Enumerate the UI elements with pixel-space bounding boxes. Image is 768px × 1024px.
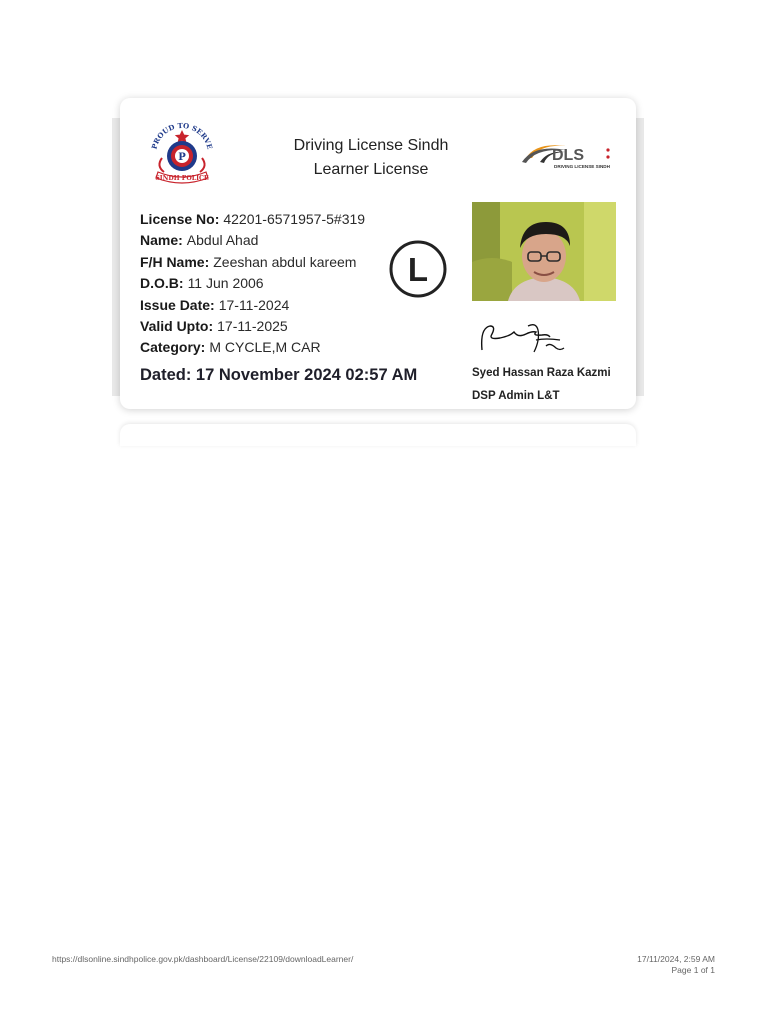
license-no-label: License No: (140, 211, 220, 227)
footer-timestamp: 17/11/2024, 2:59 AM (637, 954, 715, 964)
emblem-banner-text: SINDH POLICE (155, 175, 209, 182)
applicant-photo (472, 202, 616, 301)
name-row (140, 230, 365, 251)
footer-url: https://dlsonline.sindhpolice.gov.pk/dashboard/License/22109/downloadLearner/ (52, 954, 354, 964)
category-row (140, 337, 365, 358)
category-label: Category: (140, 339, 206, 356)
fh-name-row (140, 252, 365, 273)
emblem-top-text: PROUD TO SERVE (149, 120, 215, 151)
dob-label: D.O.B: (140, 275, 184, 292)
dated-text: Dated: 17 November 2024 02:57 AM (140, 366, 418, 384)
card-title (270, 134, 472, 182)
learner-badge-letter: L (407, 251, 429, 288)
signer-name: Syed Hassan Raza Kazmi (472, 367, 611, 379)
card-title-line1: Driving License Sindh (293, 137, 449, 154)
second-card-edge (120, 424, 636, 446)
footer-meta (600, 954, 715, 976)
issue-date-value: 17-11-2024 (218, 296, 290, 313)
dob-value: 11 Jun 2006 (187, 275, 264, 292)
category-value: M CYCLE,M CAR (209, 339, 321, 356)
valid-upto-row (140, 316, 365, 337)
license-no-value: 42201-6571957-5#319 (223, 211, 366, 227)
learner-license-card (120, 98, 636, 409)
valid-upto-value: 17-11-2025 (217, 318, 288, 335)
license-no-row (140, 209, 365, 230)
dls-logo-subtitle: DRIVING LICENSE SINDH (554, 164, 610, 169)
issue-date-row (140, 295, 365, 316)
name-label: Name: (140, 232, 183, 249)
dls-logo-icon (520, 140, 616, 172)
learner-l-badge-icon (389, 240, 447, 298)
fh-name-value: Zeeshan abdul kareem (213, 253, 357, 270)
name-value: Abdul Ahad (186, 232, 259, 249)
issue-date-label: Issue Date: (140, 296, 215, 313)
valid-upto-label: Valid Upto: (140, 318, 214, 335)
footer-page-number: Page 1 of 1 (671, 965, 715, 975)
signer-block (472, 362, 611, 408)
signature-image (476, 318, 568, 356)
signer-title: DSP Admin L&T (472, 390, 560, 402)
dob-row (140, 273, 365, 294)
dls-logo-mark: DLS (552, 147, 584, 164)
svg-text:P: P (178, 152, 186, 163)
sindh-police-emblem-icon (144, 116, 220, 192)
fh-name-label: F/H Name: (140, 253, 210, 270)
license-details (140, 209, 365, 359)
card-title-line2: Learner License (313, 161, 429, 178)
